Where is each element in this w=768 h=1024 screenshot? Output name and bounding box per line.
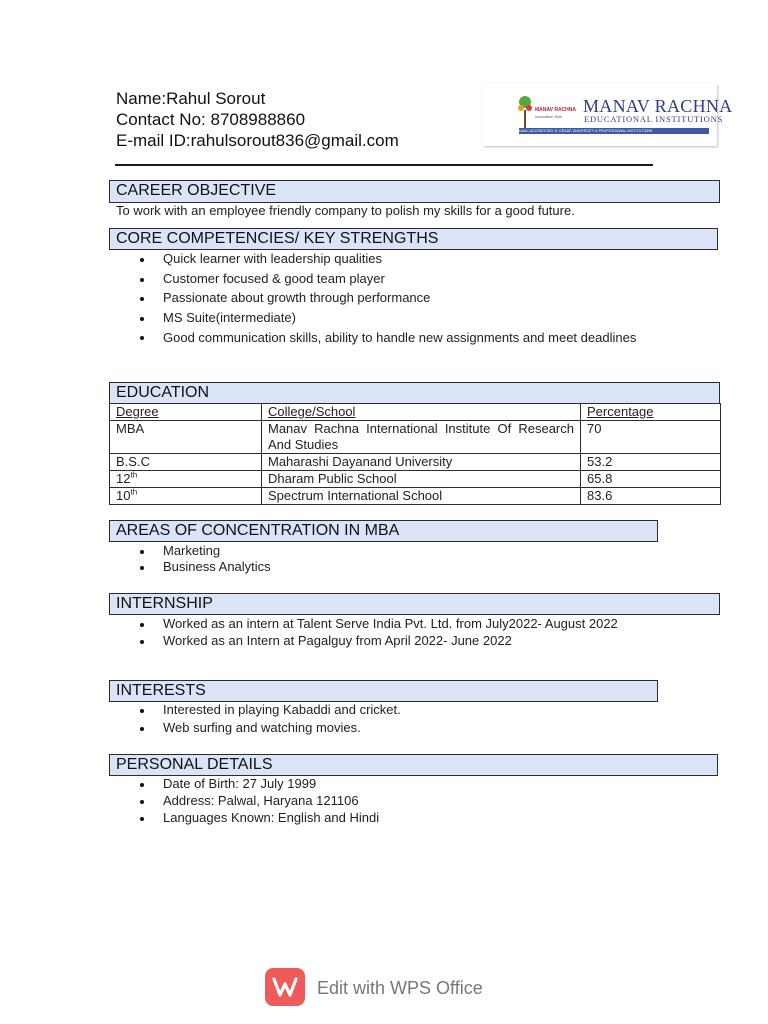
list-item: Customer focused & good team player <box>136 271 651 287</box>
personal-details-list <box>136 776 379 826</box>
internship-list <box>136 616 651 649</box>
logo-strip: NAAC ACCREDITED 'A' GRADE UNIVERSITY & PROFESSIONAL INSTITUTIONS <box>519 128 709 134</box>
list-item: Interested in playing Kabaddi and cricket. <box>136 702 401 718</box>
percentage-cell: 65.8 <box>581 471 721 488</box>
personal-details-heading: PERSONAL DETAILS <box>109 754 718 776</box>
logo-subtitle: EDUCATIONAL INSTITUTIONS <box>584 114 724 124</box>
header-degree: Degree <box>110 404 262 421</box>
resume-name: Name:Rahul Sorout <box>116 89 266 108</box>
interests-heading: INTERESTS <box>109 680 658 702</box>
percentage-cell: 53.2 <box>581 454 721 471</box>
list-item: Quick learner with leadership qualities <box>136 251 651 267</box>
list-item: Address: Palwal, Haryana 121106 <box>136 793 379 809</box>
list-item: Worked as an intern at Talent Serve India Pvt. Ltd. from July2022- August 2022 <box>136 616 651 632</box>
interests-list <box>136 702 401 736</box>
logo-small-text-2: Innovation Hub <box>535 114 562 119</box>
resume-contact: Contact No: 8708988860 <box>116 110 306 129</box>
school-cell: Spectrum International School <box>262 488 581 505</box>
list-item: Business Analytics <box>136 559 271 575</box>
wps-logo-icon <box>265 968 305 1006</box>
school-cell: Dharam Public School <box>262 471 581 488</box>
concentration-list <box>136 543 271 575</box>
table-row <box>110 471 721 488</box>
list-item: Worked as an Intern at Pagalguy from April 2022- June 2022 <box>136 633 651 649</box>
education-heading: EDUCATION <box>109 382 720 404</box>
degree-cell: B.S.C <box>110 454 262 471</box>
list-item: MS Suite(intermediate) <box>136 310 651 326</box>
header-percentage: Percentage <box>581 404 721 421</box>
header-divider <box>115 164 653 166</box>
internship-heading: INTERNSHIP <box>109 593 720 615</box>
resume-email: E-mail ID:rahulsorout836@gmail.com <box>116 131 399 150</box>
logo-small-text: MANAV RACHNA <box>535 107 577 113</box>
degree-cell: MBA <box>110 421 262 454</box>
list-item: Languages Known: English and Hindi <box>136 810 379 826</box>
manav-rachna-logo <box>483 84 733 146</box>
table-header-row <box>110 404 721 421</box>
career-objective-text: To work with an employee friendly company to polish my skills for a good future. <box>116 203 575 218</box>
career-objective-heading: CAREER OBJECTIVE <box>109 180 720 203</box>
list-item: Marketing <box>136 543 271 559</box>
education-table <box>109 403 721 505</box>
wps-label: Edit with WPS Office <box>317 978 483 998</box>
school-cell: Maharashi Dayanand University <box>262 454 581 471</box>
table-row <box>110 421 721 454</box>
percentage-cell: 83.6 <box>581 488 721 505</box>
table-row <box>110 454 721 471</box>
list-item: Passionate about growth through performance <box>136 290 651 306</box>
logo-brand: MANAV RACHNA <box>583 96 733 116</box>
core-competencies-list <box>136 251 651 346</box>
list-item: Web surfing and watching movies. <box>136 720 401 736</box>
table-row <box>110 488 721 505</box>
core-competencies-heading: CORE COMPETENCIES/ KEY STRENGTHS <box>109 228 718 250</box>
concentration-heading: AREAS OF CONCENTRATION IN MBA <box>109 520 658 542</box>
school-cell: Manav Rachna International Institute Of Research And Studies <box>262 421 581 454</box>
list-item: Good communication skills, ability to handle new assignments and meet deadlines <box>136 329 651 346</box>
degree-cell: 12th <box>110 471 262 488</box>
header-college: College/School <box>262 404 581 421</box>
percentage-cell: 70 <box>581 421 721 454</box>
degree-cell: 10th <box>110 488 262 505</box>
list-item: Date of Birth: 27 July 1999 <box>136 776 379 792</box>
